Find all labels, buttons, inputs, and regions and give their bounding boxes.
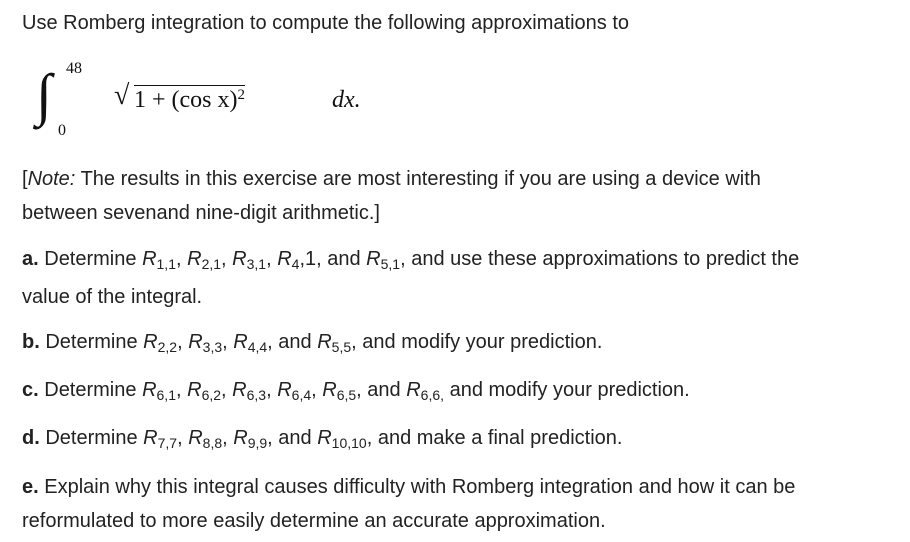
term-separator: , — [400, 248, 412, 270]
intro-text: Use Romberg integration to compute the following approximations to — [22, 12, 629, 34]
term-separator: , and — [356, 379, 407, 401]
term-separator: , — [222, 427, 234, 449]
romberg-letter: R — [187, 379, 202, 401]
term-separator: , — [366, 427, 378, 449]
romberg-subscript: 6,6, — [420, 387, 445, 403]
radicand-main: 1 + (cos x) — [134, 87, 238, 113]
romberg-letter: R — [317, 331, 332, 353]
note-line-2: between sevenand nine-digit arithmetic.] — [22, 202, 380, 224]
romberg-term — [322, 379, 356, 401]
romberg-letter: R — [366, 248, 381, 270]
romberg-term — [142, 248, 176, 270]
upper-limit: 48 — [66, 60, 82, 77]
romberg-term — [277, 379, 311, 401]
romberg-letter: R — [317, 427, 332, 449]
note-text-1: The results in this exercise are most interesting if you are using a device with — [75, 168, 761, 190]
term-separator: , — [266, 379, 278, 401]
romberg-term — [366, 248, 400, 270]
part-a-post: and use these approximations to predict the — [411, 248, 800, 270]
part-b-post: and modify your prediction. — [362, 331, 603, 353]
romberg-subscript: 2,1 — [201, 256, 222, 272]
integral-sign: ∫ — [36, 62, 52, 127]
romberg-term — [143, 331, 177, 353]
note-label: Note: — [27, 168, 76, 190]
part-b — [22, 329, 602, 355]
romberg-letter: R — [143, 331, 158, 353]
romberg-term — [143, 427, 177, 449]
part-b-pre: Determine — [39, 331, 144, 353]
part-e-label: e. — [22, 476, 39, 498]
romberg-letter: R — [233, 331, 248, 353]
romberg-subscript: 4 — [291, 256, 300, 272]
romberg-subscript: 2,2 — [157, 339, 178, 355]
part-c-post: and modify your prediction. — [449, 379, 690, 401]
part-c-label: c. — [22, 379, 39, 401]
romberg-letter: R — [406, 379, 421, 401]
romberg-term — [188, 331, 222, 353]
romberg-subscript: 6,1 — [156, 387, 176, 403]
term-separator: , — [222, 331, 234, 353]
romberg-letter: R — [232, 379, 247, 401]
romberg-term — [187, 248, 221, 270]
part-d-label: d. — [22, 427, 40, 449]
romberg-subscript: 6,3 — [246, 387, 267, 403]
romberg-subscript: 6,5 — [336, 387, 357, 403]
romberg-term — [317, 331, 351, 353]
romberg-term — [233, 331, 267, 353]
part-d-post: and make a final prediction. — [377, 427, 623, 449]
romberg-subscript: 5,1 — [380, 256, 401, 272]
note-line-1 — [22, 166, 761, 192]
term-separator: , — [311, 379, 323, 401]
term-separator: ,1, and — [299, 248, 367, 270]
romberg-term — [317, 427, 367, 449]
part-b-label: b. — [22, 331, 40, 353]
romberg-letter: R — [233, 427, 248, 449]
romberg-subscript: 7,7 — [157, 435, 178, 451]
part-d-pre: Determine — [39, 427, 144, 449]
romberg-subscript: 3,1 — [246, 256, 267, 272]
part-a-label: a. — [22, 248, 39, 270]
note-open-bracket: [ — [22, 168, 28, 190]
part-e-line-2: reformulated to more easily determine an accurate approximation. — [22, 510, 606, 532]
romberg-term — [233, 427, 267, 449]
part-c-terms — [142, 379, 450, 401]
term-separator: , — [266, 248, 278, 270]
part-a-terms — [142, 248, 411, 270]
romberg-letter: R — [188, 331, 203, 353]
term-separator: , — [221, 248, 233, 270]
romberg-term — [188, 427, 222, 449]
romberg-letter: R — [322, 379, 337, 401]
part-c — [22, 377, 690, 403]
integral-formula — [36, 58, 376, 158]
term-separator: , — [177, 427, 189, 449]
romberg-letter: R — [277, 248, 292, 270]
differential: dx. — [332, 87, 361, 113]
romberg-term — [277, 248, 299, 270]
term-separator: , — [177, 331, 189, 353]
term-separator: , and — [267, 427, 318, 449]
lower-limit: 0 — [58, 122, 66, 139]
romberg-term — [142, 379, 176, 401]
romberg-subscript: 9,9 — [247, 435, 268, 451]
romberg-letter: R — [277, 379, 292, 401]
romberg-subscript: 3,3 — [202, 339, 223, 355]
romberg-letter: R — [232, 248, 247, 270]
term-separator: , — [175, 379, 188, 401]
radicand-exponent: 2 — [237, 87, 246, 103]
part-e-line-1 — [22, 474, 795, 500]
term-separator: , — [351, 331, 363, 353]
part-d-terms — [143, 427, 378, 449]
term-separator: , — [175, 248, 188, 270]
romberg-subscript: 5,5 — [331, 339, 352, 355]
romberg-subscript: 8,8 — [202, 435, 223, 451]
part-a-line-1 — [22, 246, 799, 272]
romberg-letter: R — [188, 427, 203, 449]
romberg-letter: R — [187, 248, 202, 270]
romberg-term — [232, 248, 266, 270]
romberg-letter: R — [142, 379, 157, 401]
romberg-subscript: 1,1 — [156, 256, 176, 272]
romberg-letter: R — [143, 427, 158, 449]
radical-sign: √ — [114, 80, 130, 111]
part-a-pre: Determine — [38, 248, 143, 270]
radicand — [134, 85, 245, 114]
term-separator: , and — [267, 331, 318, 353]
part-c-pre: Determine — [38, 379, 143, 401]
part-d — [22, 425, 622, 451]
romberg-subscript: 10,10 — [331, 435, 367, 451]
romberg-subscript: 6,4 — [291, 387, 312, 403]
part-e-text-1: Explain why this integral causes difficulty with Romberg integration and how it can be — [38, 476, 796, 498]
romberg-term — [406, 379, 444, 401]
part-a-line-2: value of the integral. — [22, 286, 203, 308]
romberg-letter: R — [142, 248, 157, 270]
romberg-term — [187, 379, 221, 401]
romberg-term — [232, 379, 266, 401]
romberg-subscript: 6,2 — [201, 387, 222, 403]
term-separator: , — [221, 379, 233, 401]
romberg-subscript: 4,4 — [247, 339, 268, 355]
part-b-terms — [143, 331, 362, 353]
